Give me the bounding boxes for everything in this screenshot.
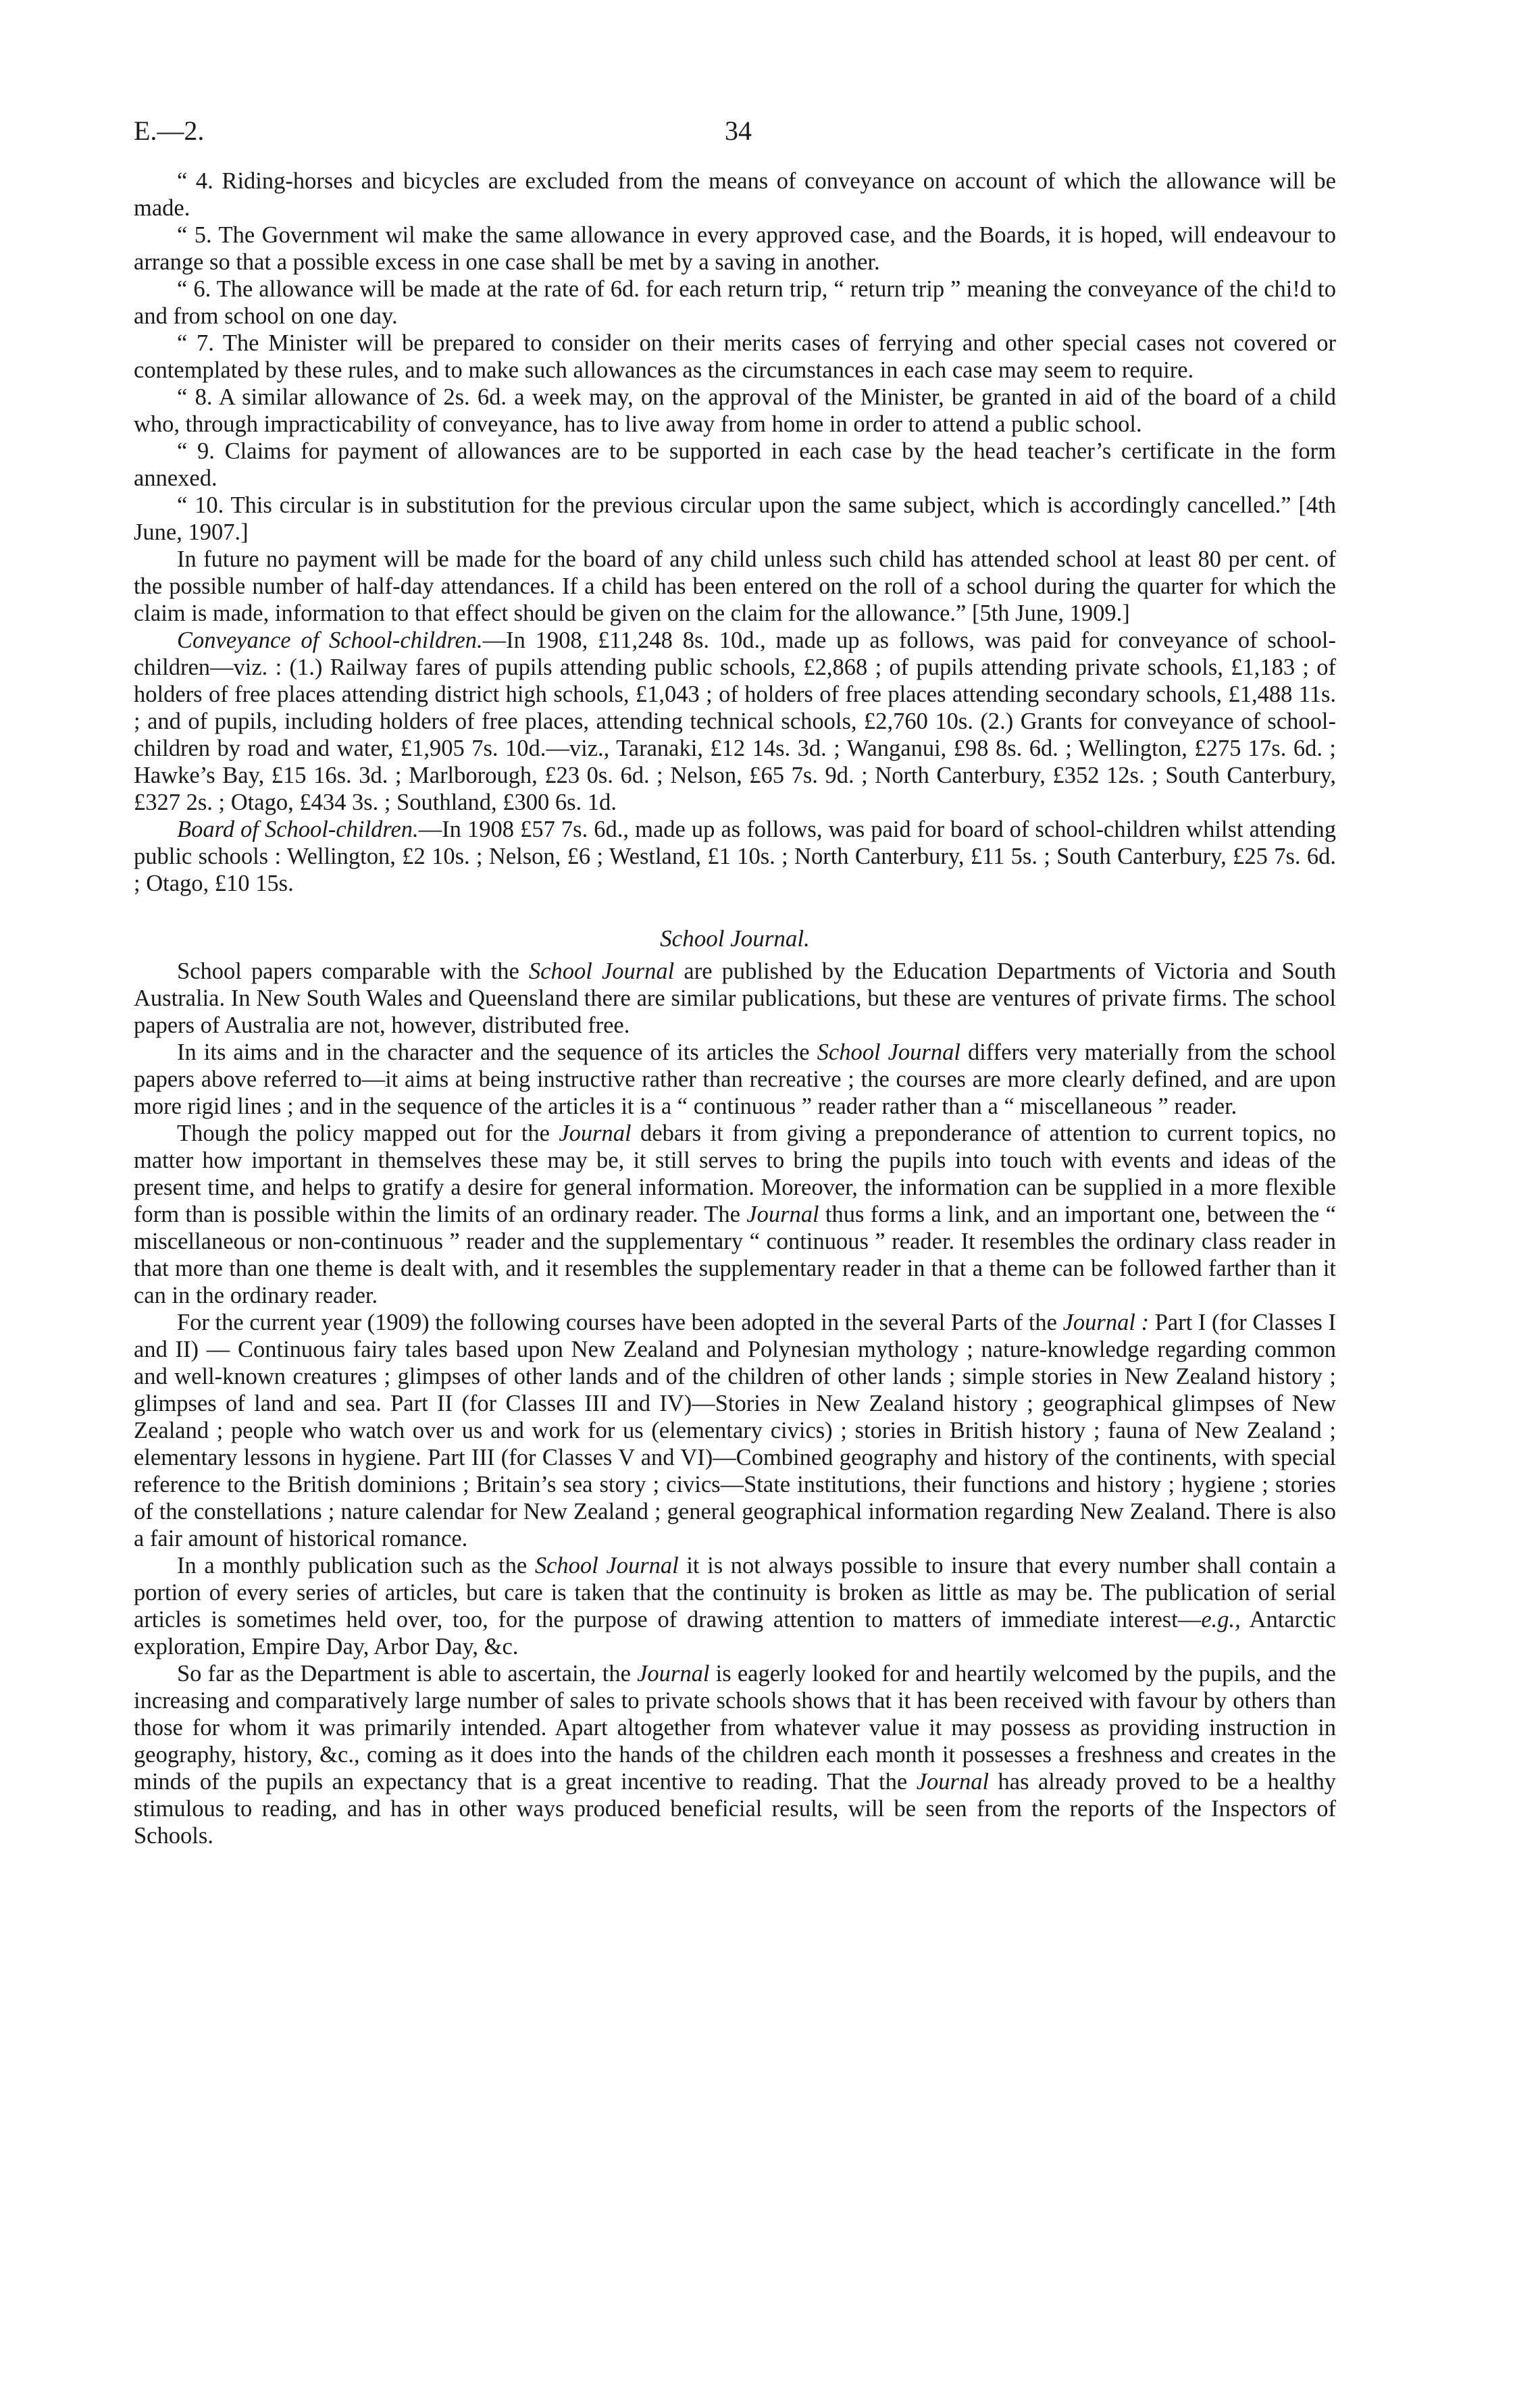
paragraph-board	[134, 816, 1336, 897]
publication-title: Journal	[746, 1202, 819, 1227]
publication-title: Journal	[559, 1121, 632, 1146]
paragraph-clause-7: “ 7. The Minister will be prepared to consider on their merits cases of ferrying and other special cases not covered or contemplated by these rules, and to make such allowances as the circumstances in each case may seem to require.	[134, 330, 1336, 383]
paragraph-clause-4: “ 4. Riding-horses and bicycles are excluded from the means of conveyance on account of which the allowance will be made.	[134, 168, 1336, 221]
paragraph-clause-9: “ 9. Claims for payment of allowances are to be supported in each case by the head teacher’s certificate in the form annexed.	[134, 438, 1336, 491]
document-reference: E.—2.	[134, 115, 205, 146]
journal-paragraph-5	[134, 1552, 1336, 1660]
publication-title: Journal :	[1062, 1310, 1150, 1335]
abbreviation: e.g.,	[1201, 1607, 1241, 1632]
board-heading: Board of School-children.	[177, 817, 419, 842]
text-run: Though the policy mapped out for the	[177, 1121, 559, 1146]
section-title: School Journal.	[660, 925, 810, 952]
journal-paragraph-2	[134, 1039, 1336, 1120]
board-text: —In 1908 £57 7s. 6d., made up as follows, was paid for board of school-children whilst attending public schools : Wellington, £2 10s. ; Nelson, £6 ; Westland, £1 10s. ; North Canterbury, £11 5s. ; South Canterbury, £25 7s. 6d. ; Otago, £10 15s.	[134, 817, 1336, 896]
page-number: 34	[725, 115, 752, 146]
text-run: it is not always possible to insure that every number shall contain a portion of every series of articles, but care is taken that the continuity is broken as little as may be. The publication of serial articles is sometimes held over, too, for the purpose of drawing attention to matters of immediate interest—	[134, 1553, 1336, 1632]
text-run: So far as the Department is able to ascertain, the	[177, 1661, 638, 1687]
text-run: In its aims and in the character and the sequence of its articles the	[177, 1039, 817, 1065]
journal-paragraph-6	[134, 1660, 1336, 1849]
conveyance-heading: Conveyance of School-children.	[177, 627, 483, 653]
text-run: In a monthly publication such as the	[177, 1553, 535, 1578]
publication-title: School Journal	[528, 958, 675, 984]
publication-title: School Journal	[534, 1553, 679, 1578]
journal-paragraph-3	[134, 1120, 1336, 1309]
text-run: Part I (for Classes I and II) — Continuous fairy tales based upon New Zealand and Polynesian mythology ; nature-knowledge regarding common and well-known creatures ; glimpses of other lands and of the children of other lands ; simple stories in New Zealand history ; glimpses of land and sea. Part II (for Classes III and IV)—Stories in New Zealand history ; geographical glimpses of New Zealand ; people who watch over us and work for us (elementary civics) ; stories in British history ; fauna of New Zealand ; elementary lessons in hygiene. Part III (for Classes V and VI)—Combined geography and history of the continents, with special reference to the British dominions ; Britain’s sea story ; civics—State institutions, their functions and history ; hygiene ; stories of the constellations ; nature calendar for New Zealand ; general geographical information regarding New Zealand. There is also a fair amount of historical romance.	[134, 1310, 1336, 1551]
paragraph-clause-6: “ 6. The allowance will be made at the rate of 6d. for each return trip, “ return trip ” meaning the conveyance of the chi!d to and from school on one day.	[134, 276, 1336, 329]
paragraph-clause-5: “ 5. The Government wil make the same allowance in every approved case, and the Boards, it is hoped, will endeavour to arrange so that a possible excess in one case shall be met by a saving in another.	[134, 222, 1336, 275]
text-run: are published by the Education Departments of Victoria and South Australia. In New South Wales and Queensland there are similar publications, but these are ventures of private firms. The school papers of Australia are not, however, distributed free.	[134, 958, 1336, 1038]
text-run: For the current year (1909) the following courses have been adopted in the several Parts of the	[177, 1310, 1063, 1335]
text-run: Antarctic exploration, Empire Day, Arbor Day, &c.	[134, 1607, 1336, 1659]
text-run: School papers comparable with the	[177, 958, 529, 984]
paragraph-future-payment: In future no payment will be made for the board of any child unless such child has attended school at least 80 per cent. of the possible number of half-day attendances. If a child has been entered on the roll of a school during the quarter for which the claim is made, information to that effect should be given on the claim for the allowance.” [5th June, 1909.]	[134, 546, 1336, 626]
text-run: differs very materially from the school papers above referred to—it aims at being instructive rather than recreative ; the courses are more clearly defined, and are upon more rigid lines ; and in the sequence of the articles it is a “ continuous ” reader rather than a “ miscellaneous ” reader.	[134, 1039, 1336, 1119]
text-run: is eagerly looked for and heartily welcomed by the pupils, and the increasing and comparatively large number of sales to private schools shows that it has been received with favour by others than those for whom it was primarily intended. Apart altogether from whatever value it may possess as providing instruction in geography, history, &c., coming as it does into the hands of the children each month it possesses a freshness and creates in the minds of the pupils an expectancy that is a great incentive to reading. That the	[134, 1661, 1336, 1795]
text-run: thus forms a link, and an important one, between the “ miscellaneous or non-continuous ” reader and the supplementary “ continuous ” reader. It resembles the ordinary class reader in that more than one theme is dealt with, and it resembles the supplementary reader in that a theme can be followed farther than it can in the ordinary reader.	[134, 1202, 1336, 1308]
page-body	[134, 168, 1336, 1849]
page-header	[134, 115, 1336, 155]
paragraph-clause-10: “ 10. This circular is in substitution for the previous circular upon the same subject, which is accordingly cancelled.” [4th June, 1907.]	[134, 492, 1336, 545]
publication-title: School Journal	[817, 1039, 960, 1065]
journal-paragraph-4	[134, 1309, 1336, 1552]
conveyance-text: —In 1908, £11,248 8s. 10d., made up as follows, was paid for conveyance of school-children—viz. : (1.) Railway fares of pupils attending public schools, £2,868 ; of pupils attending private schools, £1,183 ; of holders of free places attending district high schools, £1,043 ; of holders of free places attending secondary schools, £1,488 11s. ; and of pupils, including holders of free places, attending technical schools, £2,760 10s. (2.) Grants for conveyance of school-children by road and water, £1,905 7s. 10d.—viz., Taranaki, £12 14s. 3d. ; Wanganui, £98 8s. 6d. ; Wellington, £275 17s. 6d. ; Hawke’s Bay, £15 16s. 3d. ; Marlborough, £23 0s. 6d. ; Nelson, £65 7s. 9d. ; North Canterbury, £352 12s. ; South Canterbury, £327 2s. ; Otago, £434 3s. ; Southland, £300 6s. 1d.	[134, 627, 1336, 815]
paragraph-clause-8: “ 8. A similar allowance of 2s. 6d. a week may, on the approval of the Minister, be granted in aid of the board of a child who, through impracticability of conveyance, has to live away from home in order to attend a public school.	[134, 384, 1336, 437]
paragraph-conveyance	[134, 627, 1336, 816]
publication-title: Journal	[916, 1769, 990, 1795]
text-run: has already proved to be a healthy stimulous to reading, and has in other ways produced beneficial results, will be seen from the reports of the Inspectors of Schools.	[134, 1769, 1336, 1849]
publication-title: Journal	[637, 1661, 710, 1687]
text-run: debars it from giving a preponderance of attention to current topics, no matter how important in themselves these may be, it still serves to bring the pupils into touch with events and ideas of the present time, and helps to gratify a desire for general information. Moreover, the information can be supplied in a more flexible form than is possible within the limits of an ordinary reader. The	[134, 1121, 1336, 1227]
journal-paragraph-1	[134, 958, 1336, 1039]
